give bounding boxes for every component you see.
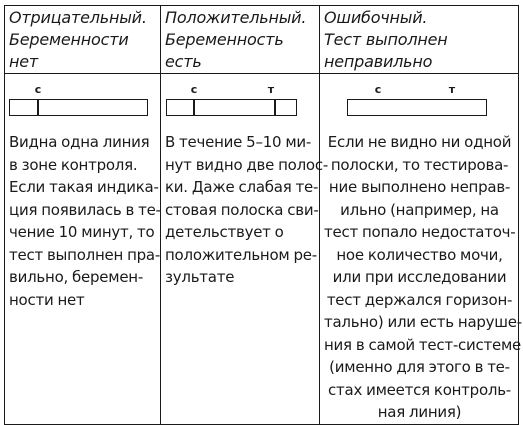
control-line: [37, 100, 39, 115]
description-line: ности нет: [9, 290, 85, 309]
description-line: ильно (например, на: [340, 200, 499, 219]
test-mark: т: [267, 83, 275, 96]
header-line: Ошибочный.: [324, 8, 428, 27]
description-line: В течение 5–10 ми-: [165, 133, 312, 151]
test-strip-positive: [161, 83, 319, 116]
body-cell-invalid: [320, 74, 522, 425]
description-positive: [161, 116, 329, 289]
results-table: [4, 5, 522, 425]
strip-window: [347, 99, 487, 116]
header-line: есть: [165, 52, 202, 71]
header-cell-negative: [5, 6, 161, 74]
description-line: в зоне контроля.: [9, 155, 138, 174]
description-line: (именно для этого в те-: [329, 358, 510, 376]
description-line: зультате: [165, 268, 235, 286]
description-line: ки. Даже слабая те-: [165, 178, 319, 196]
header-line: Отрицательный.: [9, 8, 147, 27]
description-line: чение 10 минут, то: [9, 223, 155, 241]
description-line: тест попало недостаточ-: [324, 223, 516, 241]
description-line: или при исследовании: [332, 268, 507, 286]
description-line: тально) или есть наруше-: [324, 313, 522, 331]
header-line: Беременности: [9, 30, 129, 49]
description-line: Если такая индика-: [9, 178, 159, 196]
body-cell-negative: [5, 74, 161, 425]
header-line: Беременность: [165, 30, 284, 49]
description-line: стовая полоска сви-: [165, 200, 319, 219]
strip-window: [9, 99, 148, 116]
header-line: Тест выполнен: [324, 30, 448, 49]
description-line: ния в самой тест-системе: [324, 335, 522, 354]
control-mark: с: [34, 83, 42, 96]
body-row: [5, 74, 519, 425]
header-negative: [5, 6, 160, 73]
description-line: Видна одна линия: [9, 133, 150, 151]
description-line: ное количество мочи,: [336, 245, 503, 264]
strip-window: [166, 99, 297, 116]
description-line: ная линия): [377, 403, 462, 421]
body-cell-positive: [161, 74, 329, 425]
description-line: ние выполнено неправ-: [328, 178, 511, 196]
test-line: [274, 100, 276, 115]
header-cell-positive: [161, 6, 320, 74]
description-line: полоски, то тестирова-: [330, 155, 509, 174]
header-line: Положительный.: [165, 8, 307, 27]
description-line: Если не видно ни одной: [327, 133, 512, 151]
description-line: положительном ре-: [165, 245, 317, 264]
header-positive: [161, 6, 319, 73]
description-line: детельствует о: [165, 223, 284, 241]
test-mark: т: [448, 83, 456, 96]
description-line: тест выполнен пра-: [9, 245, 161, 264]
header-cell-invalid: [320, 6, 519, 74]
test-strip-invalid: [320, 83, 518, 116]
header-row: [5, 6, 519, 74]
description-negative: [5, 116, 160, 311]
header-line: неправильно: [324, 52, 433, 71]
description-line: ция появилась в те-: [9, 200, 161, 219]
control-mark: с: [190, 83, 198, 96]
description-line: стах имеется контроль-: [328, 380, 511, 399]
control-line: [193, 100, 195, 115]
header-invalid: [320, 6, 518, 73]
control-mark: с: [374, 83, 382, 96]
description-invalid: [320, 116, 522, 424]
header-line: нет: [9, 52, 39, 71]
description-line: нут видно две полос-: [165, 155, 329, 174]
description-line: вильно, беремен-: [9, 268, 144, 286]
test-strip-negative: [5, 83, 160, 116]
description-line: тест держался горизон-: [326, 290, 513, 309]
